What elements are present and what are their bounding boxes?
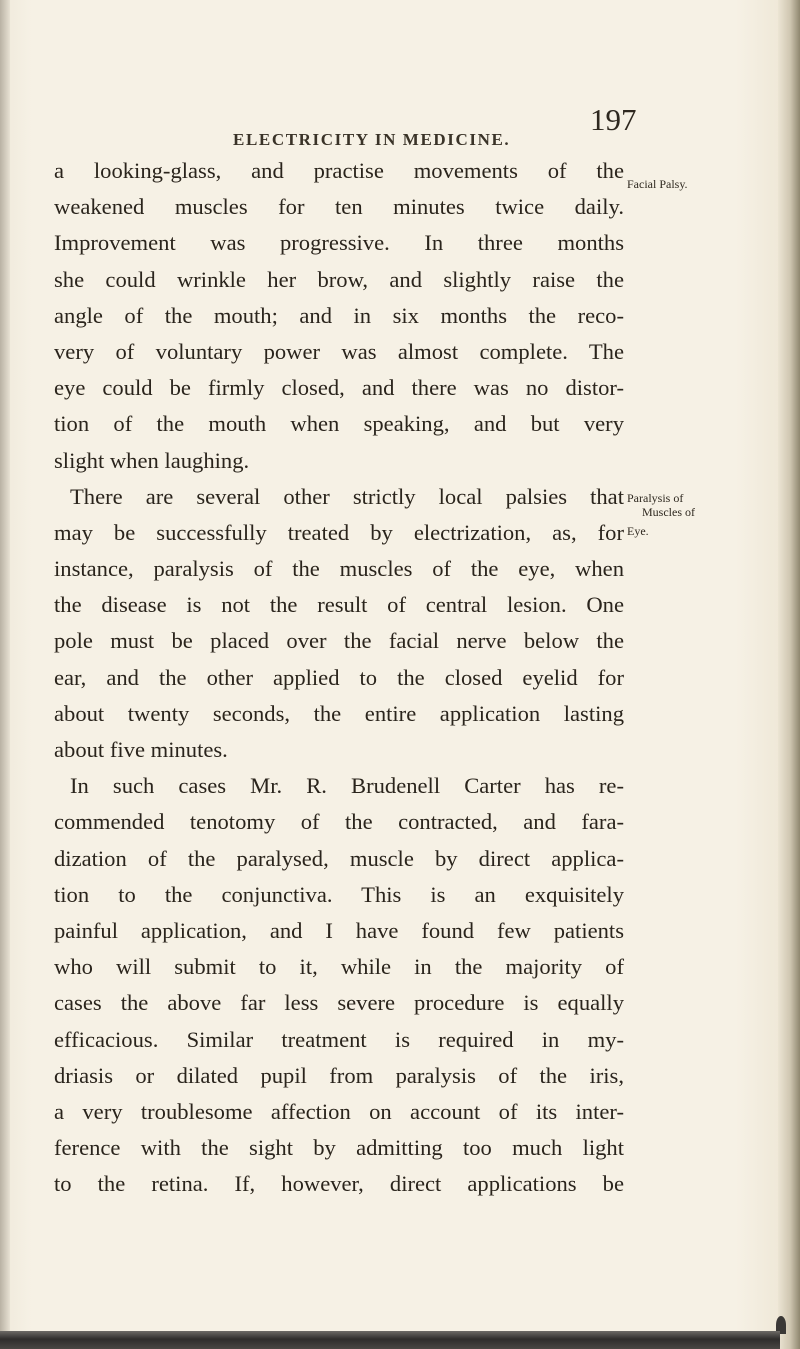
text-line: she could wrinkle her brow, and slightly raise the	[54, 266, 624, 292]
text-line: In such cases Mr. R. Brudenell Carter has re-	[70, 773, 624, 799]
text-line: weakened muscles for ten minutes twice daily.	[54, 194, 624, 220]
text-line: instance, paralysis of the muscles of the eye, when	[54, 556, 624, 582]
text-line: painful application, and I have found few patients	[54, 917, 624, 943]
text-line: eye could be firmly closed, and there was no distor-	[54, 375, 624, 401]
text-line: the disease is not the result of central lesion. One	[54, 592, 624, 618]
text-line: tion to the conjunctiva. This is an exquisitely	[54, 881, 624, 907]
text-line: commended tenotomy of the contracted, and fara-	[54, 809, 624, 835]
text-line: There are several other strictly local palsies that	[70, 483, 624, 509]
text-line: angle of the mouth; and in six months the reco-	[54, 302, 624, 328]
text-line: ference with the sight by admitting too much light	[54, 1135, 624, 1161]
text-line: pole must be placed over the facial nerve below the	[54, 628, 624, 654]
margin-note-paralysis-line-1: Paralysis of	[627, 491, 684, 505]
text-line: Improvement was progressive. In three months	[54, 230, 624, 256]
text-line: may be successfully treated by electrization, as, for	[54, 519, 624, 545]
text-line: a very troublesome affection on account of its inter-	[54, 1098, 624, 1124]
text-line: driasis or dilated pupil from paralysis of the iris,	[54, 1062, 624, 1088]
text-line: to the retina. If, however, direct applications be	[54, 1171, 624, 1197]
text-line: about twenty seconds, the entire application lasting	[54, 700, 624, 726]
text-line: cases the above far less severe procedure is equally	[54, 990, 624, 1016]
page-header	[0, 102, 800, 149]
text-line: dization of the paralysed, muscle by direct applica-	[54, 845, 624, 871]
page-bottom-shadow	[0, 1331, 780, 1349]
text-line: efficacious. Similar treatment is required in my-	[54, 1026, 624, 1052]
text-line: who will submit to it, while in the majority of	[54, 954, 624, 980]
text-line: tion of the mouth when speaking, and but very	[54, 411, 624, 437]
running-head: ELECTRICITY IN MEDICINE.	[233, 130, 511, 149]
margin-note-paralysis-line-3: Eye.	[627, 524, 649, 538]
text-line: very of voluntary power was almost complete. The	[54, 338, 624, 364]
page-left-edge	[0, 0, 10, 1349]
text-line: a looking-glass, and practise movements of the	[54, 158, 624, 183]
text-line: slight when laughing.	[54, 447, 250, 473]
text-line: ear, and the other applied to the closed eyelid for	[54, 664, 624, 690]
page-number: 197	[590, 102, 637, 137]
margin-note-paralysis-line-2: Muscles of	[642, 505, 695, 519]
margin-note-facial-palsy: Facial Palsy.	[627, 177, 688, 191]
body-text	[54, 153, 624, 1202]
page-right-edge	[778, 0, 800, 1349]
text-line: about five minutes.	[54, 737, 228, 762]
